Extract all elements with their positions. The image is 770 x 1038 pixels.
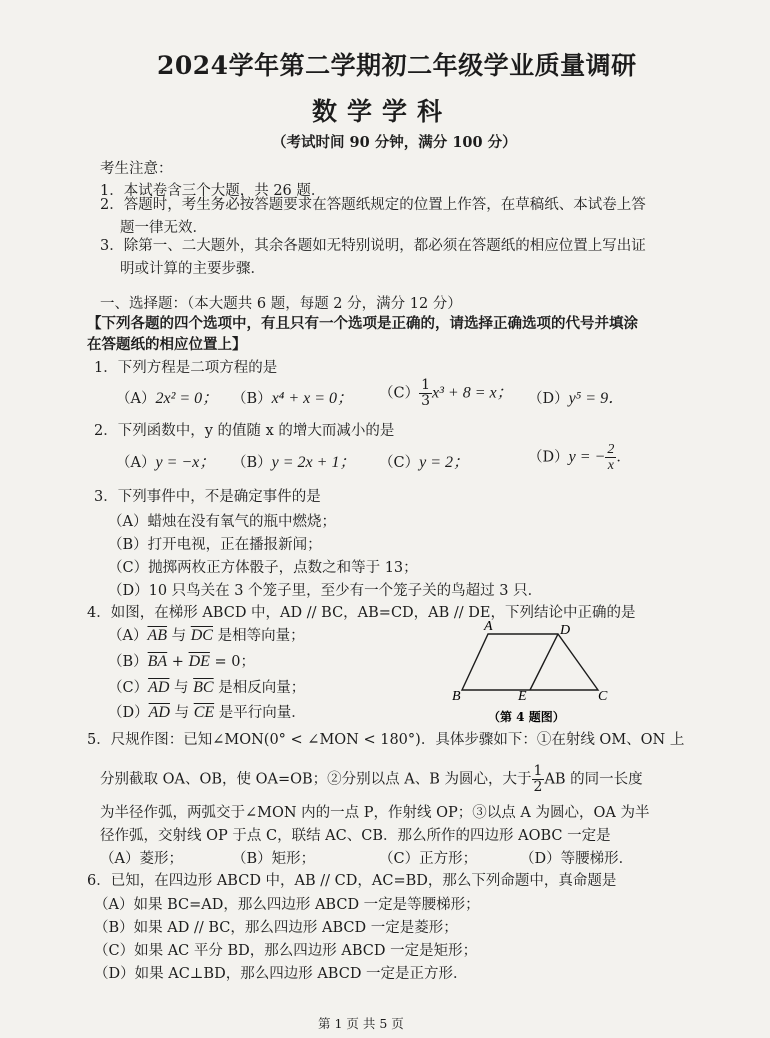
trapezoid-figure [448, 620, 628, 728]
note-line: 2．答题时，考生务必按答题要求在答题纸规定的位置上作答，在草稿纸、本试卷上答 [100, 197, 646, 213]
trapezoid-outline [462, 634, 598, 690]
question-4-option-a: $(A)\overline{AB}$ 与 $\overline{DC}$ 是相等向量； [108, 627, 305, 644]
question-4-stem: 4．如图，在梯形 ABCD 中，AD // BC，AB=CD，AB // DE，下列结论中正确的是 [87, 605, 636, 621]
note-line: 题一律无效． [120, 220, 207, 236]
option-label: （C） [379, 385, 420, 402]
note-line: 1．本试卷含三个大题，共 26 题． [100, 183, 326, 199]
subject-title: 数学学科 [312, 97, 453, 126]
option-label: （D） [528, 449, 569, 466]
note-line: 明或计算的主要步骤． [120, 261, 265, 277]
question-4-option-d: $(D)\overline{AD}$ 与 $\overline{CE}$ 是平行向量． [108, 704, 306, 721]
fraction: $\frac{2}{x}$ [607, 442, 615, 473]
question-4-option-c: $(C)\overline{AD}$ 与 $\overline{BC}$ 是相反向量； [108, 679, 306, 696]
question-5-option: （D）等腰梯形． [520, 851, 634, 867]
question-4-option-b: $(B)\overline{BA} + \overline{DE} = 0$； [108, 653, 255, 670]
option-math: y = 2x + 1； [271, 454, 356, 471]
question-6-option: （B）如果 AD // BC，那么四边形 ABCD 一定是菱形； [94, 920, 458, 936]
question-5-line-2: 分别截取 OA、OB，使 OA=OB；②分别以点 A、B 为圆心，大于 $\frac{1}{2}$ AB 的同一长度 [100, 763, 643, 795]
option-label: （B） [232, 391, 272, 407]
section-heading: 一、选择题：（本大题共 6 题，每题 2 分，满分 12 分） [100, 296, 462, 312]
question-1-option-d [528, 385, 624, 408]
option-math: y = − [568, 448, 606, 466]
question-1-options [116, 385, 218, 408]
question-1-option-b [232, 385, 353, 408]
option-label: （A） [116, 455, 156, 471]
option-label: （B） [232, 455, 272, 471]
question-3-option: （C）抛掷两枚正方体骰子，点数之和等于 13； [108, 560, 418, 576]
question-3-option: （B）打开电视，正在播报新闻； [108, 537, 322, 553]
point-label-d: D [560, 623, 571, 638]
question-1-option-c [379, 378, 513, 409]
notes-heading: 考生注意： [100, 161, 173, 177]
fraction: $\frac{1}{3}$ [421, 377, 431, 409]
question-2-option-c [379, 449, 469, 472]
section-instruction: 在答题纸的相应位置上】 [87, 336, 247, 353]
exam-title: 2024学年第二学期初二年级学业质量调研 [157, 51, 637, 80]
question-2-option-a [116, 449, 215, 472]
fraction: $\frac{1}{2}$ [533, 763, 543, 795]
question-1-stem: 1．下列方程是二项方程的是 [94, 360, 278, 376]
question-3-stem: 3．下列事件中，不是确定事件的是 [94, 489, 321, 505]
question-2-stem: 2．下列函数中，y 的值随 x 的增大而减小的是 [94, 423, 395, 439]
question-6-option: （C）如果 AC 平分 BD，那么四边形 ABCD 一定是矩形； [94, 943, 478, 959]
question-2-option-b [232, 449, 355, 472]
option-label: （A） [116, 391, 156, 407]
point-label-c: C [598, 689, 608, 704]
question-6-option: （A）如果 BC=AD，那么四边形 ABCD 一定是等腰梯形； [94, 897, 480, 913]
question-3-option: （A）蜡烛在没有氧气的瓶中燃烧； [108, 514, 336, 530]
option-math: x³ + 8 = x； [432, 384, 513, 402]
question-3-option: （D）10 只鸟关在 3 个笼子里，至少有一个笼子关的鸟超过 3 只． [108, 583, 543, 599]
question-5-option: （A）菱形； [100, 851, 183, 867]
section-instruction: 【下列各题的四个选项中，有且只有一个选项是正确的，请选择正确选项的代号并填涂 [87, 315, 638, 332]
option-math: y⁵ = 9． [568, 390, 625, 407]
exam-info: （考试时间 90 分钟，满分 100 分） [272, 134, 517, 151]
point-label-b: B [452, 689, 461, 704]
question-5-line: 径作弧，交射线 OP 于点 C，联结 AC、CB．那么所作的四边形 AOBC 一定是 [100, 828, 611, 844]
point-label-e: E [518, 689, 527, 704]
segment-de [530, 634, 558, 690]
question-6-option: （D）如果 AC⊥BD，那么四边形 ABCD 一定是正方形． [94, 966, 468, 982]
note-line: 3．除第一、二大题外，其余各题如无特别说明，都必须在答题纸的相应位置上写出证 [100, 238, 646, 254]
question-5-line: 为半径作弧，两弧交于∠MON 内的一点 P，作射线 OP；③以点 A 为圆心，OA 为半 [100, 805, 650, 821]
figure-caption: （第 4 题图） [488, 710, 565, 724]
option-math: x⁴ + x = 0； [271, 390, 354, 407]
option-math: y = −x； [155, 454, 216, 471]
question-5-line: 5．尺规作图：已知∠MON(0° < ∠MON < 180°)．具体步骤如下：①在射线 OM、ON 上 [87, 732, 685, 748]
point-label-a: A [484, 620, 493, 634]
question-6-stem: 6．已知，在四边形 ABCD 中，AB // CD，AC=BD，那么下列命题中，真命题是 [87, 873, 617, 889]
question-2-option-d: （D）y = − $\frac{2}{x}$ ． [528, 442, 631, 473]
option-label: （D） [528, 391, 569, 407]
option-label: （C） [379, 455, 420, 471]
option-math: y = 2； [419, 454, 470, 471]
page-number: 第 1 页 共 5 页 [318, 1016, 404, 1031]
question-5-option: （C）正方形； [379, 851, 478, 867]
option-math: 2x² = 0； [155, 390, 219, 407]
question-5-option: （B）矩形； [232, 851, 316, 867]
